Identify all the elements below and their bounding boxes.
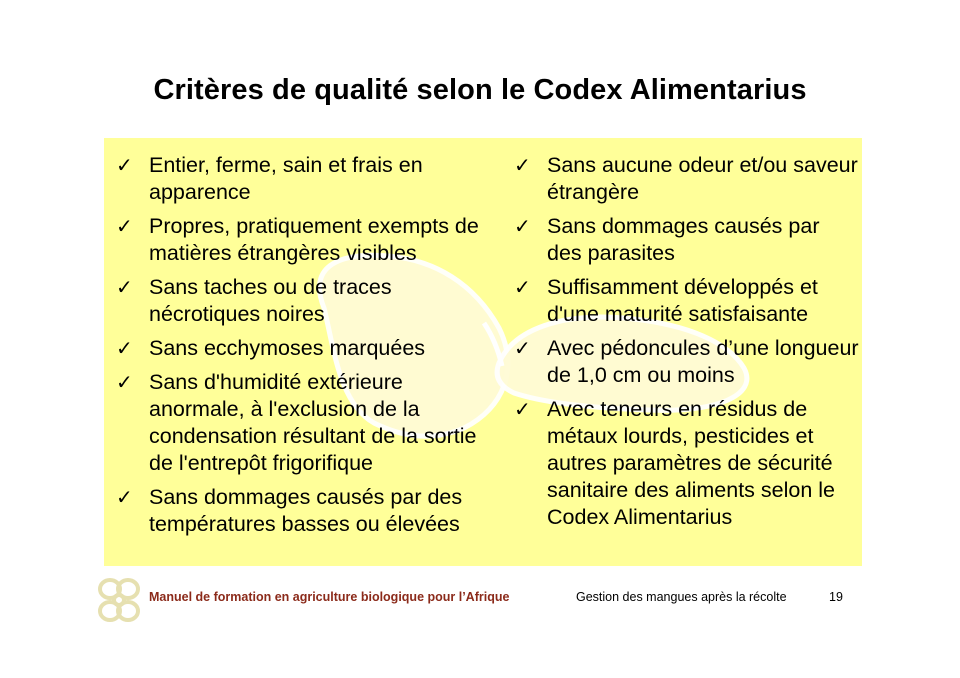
list-item-text: Propres, pratiquement exempts de matières étrangères visibles xyxy=(149,214,479,265)
list-item-text: Suffisamment développés et d'une maturité satisfaisante xyxy=(547,275,818,326)
page-number: 19 xyxy=(829,590,843,604)
list-item xyxy=(514,274,859,328)
list-item xyxy=(514,152,859,206)
checkmark-icon: ✓ xyxy=(116,275,133,299)
slide-title: Critères de qualité selon le Codex Alimentarius xyxy=(153,74,807,106)
footer-manual-title: Manuel de formation en agriculture biologique pour l’Afrique xyxy=(149,590,510,604)
list-item xyxy=(116,369,496,477)
checkmark-icon: ✓ xyxy=(116,336,133,360)
list-item xyxy=(116,274,496,328)
list-item xyxy=(116,213,496,267)
checkmark-icon: ✓ xyxy=(116,153,133,177)
list-item-text: Avec teneurs en résidus de métaux lourds, pesticides et autres paramètres de sécurité sanitaire des aliments selon le Codex Alimentarius xyxy=(547,397,836,529)
list-item xyxy=(116,484,496,538)
list-item xyxy=(116,335,496,362)
list-item-text: Avec pédoncules d’une longueur de 1,0 cm ou moins xyxy=(547,336,859,387)
list-item-text: Sans d'humidité extérieure anormale, à l'exclusion de la condensation résultant de la sortie de l'entrepôt frigorifique xyxy=(149,370,477,475)
checkmark-icon: ✓ xyxy=(514,153,531,177)
left-criteria-column xyxy=(116,152,496,545)
list-item xyxy=(514,396,859,531)
list-item xyxy=(116,152,496,206)
checkmark-icon: ✓ xyxy=(514,275,531,299)
list-item-text: Sans ecchymoses marquées xyxy=(149,336,426,360)
list-item-text: Entier, ferme, sain et frais en apparence xyxy=(149,153,423,204)
footer-topic: Gestion des mangues après la récolte xyxy=(576,590,787,604)
checkmark-icon: ✓ xyxy=(116,370,133,394)
list-item xyxy=(514,335,859,389)
right-criteria-column xyxy=(514,152,859,538)
manual-logo-icon xyxy=(94,574,144,626)
right-criteria-list xyxy=(514,152,859,531)
checkmark-icon: ✓ xyxy=(514,397,531,421)
list-item-text: Sans dommages causés par des températures basses ou élevées xyxy=(149,485,463,536)
list-item-text: Sans dommages causés par des parasites xyxy=(547,214,820,265)
list-item-text: Sans taches ou de traces nécrotiques noires xyxy=(149,275,392,326)
checkmark-icon: ✓ xyxy=(116,214,133,238)
checkmark-icon: ✓ xyxy=(514,336,531,360)
list-item-text: Sans aucune odeur et/ou saveur étrangère xyxy=(547,153,858,204)
left-criteria-list xyxy=(116,152,496,538)
checkmark-icon: ✓ xyxy=(116,485,133,509)
list-item xyxy=(514,213,859,267)
criteria-panel xyxy=(104,138,862,566)
checkmark-icon: ✓ xyxy=(514,214,531,238)
